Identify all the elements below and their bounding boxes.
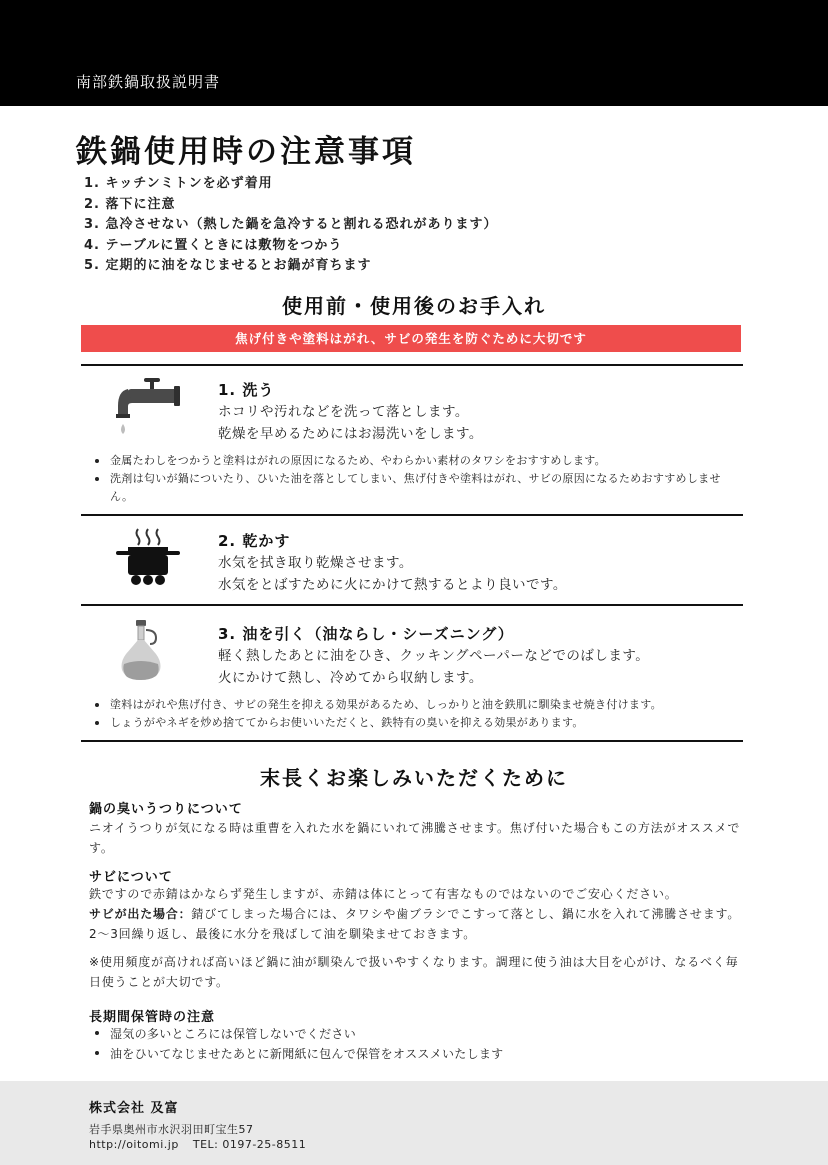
pot-on-stove-icon — [112, 527, 184, 591]
step-line: 軽く熱したあとに油をひき、クッキングペーパーなどでのばします。 — [218, 648, 650, 664]
caution-item: 4. テーブルに置くときには敷物をつかう — [84, 237, 343, 253]
divider — [81, 604, 743, 606]
step-title: 3. 油を引く（油ならし・シーズニング） — [218, 625, 514, 643]
caution-item: 2. 落下に注意 — [84, 196, 176, 212]
website-link[interactable]: http://oitomi.jp — [89, 1138, 179, 1151]
caution-item: 3. 急冷させない（熱した鍋を急冷すると割れる恐れがあります） — [84, 217, 498, 232]
divider — [81, 514, 743, 516]
step-bullets — [92, 452, 742, 506]
step-title: 2. 乾かす — [218, 532, 291, 550]
caution-list — [84, 174, 498, 277]
bullet-item: しょうがやネギを炒め捨ててからお使いいただくと、鉄特有の臭いを抑える効果があります。 — [92, 714, 742, 732]
page-title: 鉄鍋使用時の注意事項 — [76, 134, 416, 170]
storage-title: 長期間保管時の注意 — [89, 1010, 216, 1025]
rust-text — [89, 884, 745, 944]
enjoy-section-heading: 末長くお楽しみいただくために — [260, 766, 568, 790]
footer — [0, 1081, 828, 1165]
bullet-item: 油をひいてなじませたあとに新聞紙に包んで保管をオススメいたします — [92, 1044, 742, 1064]
company-address: 岩手県奥州市水沢羽田町宝生57 — [89, 1123, 254, 1136]
smell-text: ニオイうつりが気になる時は重曹を入れた水を鍋にいれて沸騰させます。焦げ付いた場合もこの方法がオススメです。 — [89, 821, 741, 855]
rust-text-line: 鉄ですので赤錆はかならず発生しますが、赤錆は体にとって有害なものではないのでご安心ください。 — [89, 887, 678, 901]
rust-case-label: サビが出た場合： — [89, 907, 192, 921]
faucet-icon — [112, 376, 184, 444]
divider — [81, 740, 743, 742]
document-label: 南部鉄鍋取扱説明書 — [76, 73, 221, 91]
header-bar — [0, 0, 828, 106]
storage-bullets — [92, 1024, 742, 1064]
oil-bottle-icon — [120, 618, 180, 686]
step-line: 火にかけて熱し、冷めてから収納します。 — [218, 670, 483, 686]
bullet-item: 金属たわしをつかうと塗料はがれの原因になるため、やわらかい素材のタワシをおすすめします。 — [92, 452, 742, 470]
usage-note: ※使用頻度が高ければ高いほど鍋に油が馴染んで扱いやすくなります。調理に使う油は大目を心がけ、なるべく毎日使うことが大切です。 — [89, 955, 739, 989]
step-text — [218, 645, 649, 689]
divider — [81, 364, 743, 366]
contact-line — [89, 1138, 306, 1151]
caution-item: 1. キッチンミトンを必ず着用 — [84, 176, 273, 191]
step-line: ホコリや汚れなどを洗って落とします。 — [218, 404, 469, 420]
step-title: 1. 洗う — [218, 381, 275, 399]
bullet-item: 湿気の多いところには保管しないでください — [92, 1024, 742, 1044]
caution-item: 5. 定期的に油をなじませるとお鍋が育ちます — [84, 258, 372, 273]
company-name: 株式会社 及富 — [89, 1101, 179, 1116]
smell-title: 鍋の臭いうつりについて — [89, 802, 243, 817]
step-text — [218, 401, 483, 445]
step-line: 水気をとばすために火にかけて熱するとより良いです。 — [218, 577, 567, 593]
phone-number: TEL: 0197-25-8511 — [192, 1138, 307, 1151]
care-section-heading: 使用前・使用後のお手入れ — [282, 294, 546, 318]
step-line: 水気を拭き取り乾燥させます。 — [218, 555, 413, 571]
rust-case-text: 錆びてしまった場合には、タワシや歯ブラシでこすって落とし、鍋に水を入れて沸騰させます。2〜3回繰り返し、最後に水分を飛ばして油を馴染ませておきます。 — [89, 907, 741, 941]
step-text — [218, 552, 567, 596]
bullet-item: 洗剤は匂いが鍋についたり、ひいた油を落としてしまい、焦げ付きや塗料はがれ、サビの原因になるためおすすめしません。 — [92, 470, 742, 506]
care-banner: 焦げ付きや塗料はがれ、サビの発生を防ぐために大切です — [81, 325, 741, 352]
rust-title: サビについて — [89, 870, 173, 885]
step-line: 乾燥を早めるためにはお湯洗いをします。 — [218, 426, 483, 442]
step-bullets — [92, 696, 742, 732]
bullet-item: 塗料はがれや焦げ付き、サビの発生を抑える効果があるため、しっかりと油を鉄肌に馴染ませ焼き付けます。 — [92, 696, 742, 714]
